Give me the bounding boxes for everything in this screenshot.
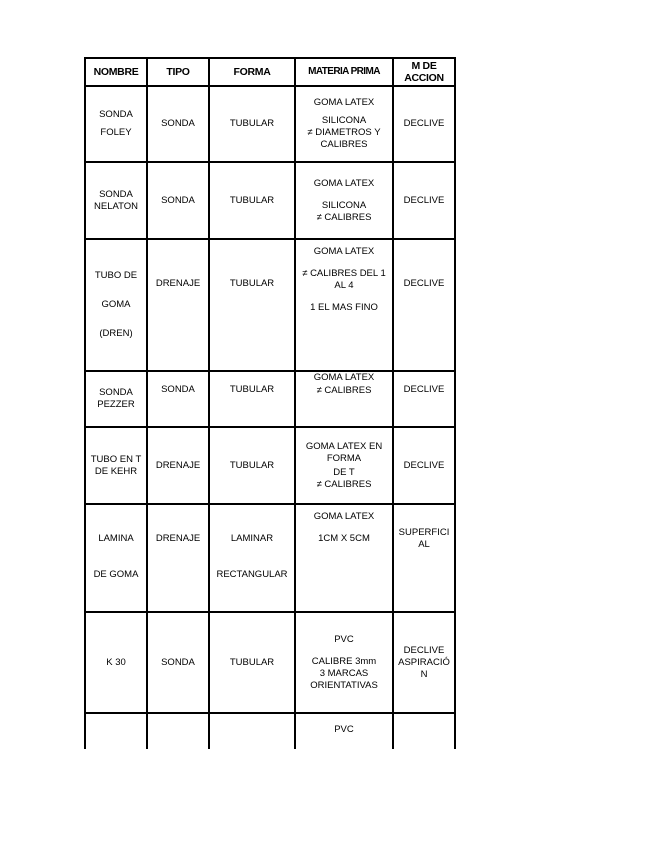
cell-text: TUBULAR xyxy=(229,118,275,129)
cell-text: RECTANGULAR xyxy=(216,569,288,580)
cell-text: CALIBRES xyxy=(320,139,368,150)
cell-nombre xyxy=(85,239,147,371)
cell-text: NELATON xyxy=(94,200,138,212)
cell-materia xyxy=(295,427,393,504)
cell-accion xyxy=(393,86,455,162)
cell-text: SONDA xyxy=(161,656,195,668)
cell-accion xyxy=(393,427,455,504)
cell-nombre xyxy=(85,713,147,749)
cell-accion xyxy=(393,239,455,371)
cell-materia xyxy=(295,713,393,749)
cell-forma xyxy=(209,162,295,239)
cell-text: 1CM X 5CM xyxy=(318,533,370,544)
cell-text: DECLIVE xyxy=(403,118,445,129)
header-tipo: TIPO xyxy=(147,58,209,86)
cell-accion xyxy=(393,371,455,427)
table-row xyxy=(85,504,455,612)
cell-text: DRENAJE xyxy=(155,533,201,544)
cell-materia xyxy=(295,612,393,713)
cell-text: ≠ CALIBRES xyxy=(316,478,372,490)
cell-text: (DREN) xyxy=(99,328,133,339)
cell-text: DE KEHR xyxy=(94,465,138,477)
cell-text: AL xyxy=(418,539,430,550)
cell-accion xyxy=(393,504,455,612)
cell-text: SILICONA xyxy=(321,199,367,211)
cell-tipo xyxy=(147,713,209,749)
cell-accion xyxy=(393,612,455,713)
cell-text: TUBULAR xyxy=(229,656,275,668)
cell-text: ≠ CALIBRES xyxy=(316,211,372,223)
cell-text: DE T xyxy=(333,466,355,478)
cell-text: N xyxy=(420,668,428,680)
cell-text: DECLIVE xyxy=(403,194,445,206)
cell-tipo xyxy=(147,86,209,162)
cell-text: DECLIVE xyxy=(403,278,445,289)
cell-text: TUBO DE xyxy=(94,270,138,281)
cell-text: 3 MARCAS xyxy=(319,667,369,679)
cell-text: TUBULAR xyxy=(229,278,275,289)
cell-forma xyxy=(209,612,295,713)
cell-text: GOMA LATEX xyxy=(313,372,375,383)
table-row xyxy=(85,162,455,239)
cell-text: PEZZER xyxy=(97,399,135,410)
cell-text: SONDA xyxy=(99,387,133,398)
cell-text: TUBULAR xyxy=(229,384,275,395)
cell-text: GOMA LATEX xyxy=(313,97,375,108)
cell-text: DECLIVE xyxy=(403,644,445,656)
cell-text: SONDA xyxy=(161,194,195,206)
cell-nombre xyxy=(85,504,147,612)
table-row xyxy=(85,713,455,749)
cell-forma xyxy=(209,86,295,162)
cell-text: FORMA xyxy=(326,452,362,464)
cell-text: SONDA xyxy=(99,188,133,200)
cell-text: DE GOMA xyxy=(93,569,139,580)
cell-text: SONDA xyxy=(161,384,195,395)
cell-materia xyxy=(295,162,393,239)
cell-materia xyxy=(295,86,393,162)
cell-text: GOMA LATEX xyxy=(313,511,375,522)
header-forma: FORMA xyxy=(209,58,295,86)
cell-nombre xyxy=(85,371,147,427)
header-materia-prima: MATERIA PRIMA xyxy=(295,58,393,86)
cell-nombre xyxy=(85,612,147,713)
table-row xyxy=(85,86,455,162)
cell-tipo xyxy=(147,162,209,239)
cell-accion xyxy=(393,162,455,239)
cell-tipo xyxy=(147,427,209,504)
cell-text: GOMA LATEX xyxy=(313,177,375,189)
cell-text: LAMINAR xyxy=(230,533,274,544)
cell-text: CALIBRE 3mm xyxy=(311,655,377,667)
cell-text: DRENAJE xyxy=(155,278,201,289)
table-row xyxy=(85,239,455,371)
cell-text: LAMINA xyxy=(98,533,134,544)
cell-nombre xyxy=(85,427,147,504)
cell-forma xyxy=(209,427,295,504)
cell-text: ≠ CALIBRES DEL 1 xyxy=(302,268,386,279)
cell-text: SONDA xyxy=(99,109,133,120)
header-m-de-accion: M DE ACCION xyxy=(393,58,455,86)
cell-forma xyxy=(209,713,295,749)
cell-forma xyxy=(209,239,295,371)
cell-materia xyxy=(295,239,393,371)
cell-text: TUBULAR xyxy=(229,459,275,471)
materials-table xyxy=(84,57,456,749)
cell-text: SONDA xyxy=(161,118,195,129)
cell-materia xyxy=(295,371,393,427)
cell-text: ORIENTATIVAS xyxy=(310,679,378,691)
cell-text: ≠ CALIBRES xyxy=(316,385,372,396)
header-nombre: NOMBRE xyxy=(85,58,147,86)
cell-text: FOLEY xyxy=(100,127,132,138)
cell-nombre xyxy=(85,86,147,162)
cell-accion xyxy=(393,713,455,749)
cell-text: DRENAJE xyxy=(155,459,201,471)
cell-tipo xyxy=(147,612,209,713)
cell-forma xyxy=(209,504,295,612)
cell-nombre xyxy=(85,162,147,239)
table-row xyxy=(85,371,455,427)
cell-text: PVC xyxy=(334,633,354,645)
cell-forma xyxy=(209,371,295,427)
cell-text: SILICONA xyxy=(321,115,367,126)
cell-text: GOMA xyxy=(101,299,131,310)
cell-text: AL 4 xyxy=(334,280,354,291)
cell-text: 1 EL MAS FINO xyxy=(310,302,378,313)
cell-text: GOMA LATEX xyxy=(313,246,375,257)
cell-text: TUBO EN T xyxy=(90,453,142,465)
header-row xyxy=(85,58,455,86)
cell-text: ASPIRACIÓ xyxy=(398,656,450,668)
cell-text: TUBULAR xyxy=(229,194,275,206)
cell-text: K 30 xyxy=(106,656,126,668)
cell-text: GOMA LATEX EN xyxy=(305,440,383,452)
cell-text: DECLIVE xyxy=(403,459,445,471)
cell-tipo xyxy=(147,504,209,612)
table-row xyxy=(85,612,455,713)
cell-text: DECLIVE xyxy=(403,384,445,395)
cell-text: SUPERFICI xyxy=(398,527,450,538)
cell-text: PVC xyxy=(334,724,354,735)
table-row xyxy=(85,427,455,504)
cell-text: ≠ DIAMETROS Y xyxy=(307,127,381,138)
cell-tipo xyxy=(147,371,209,427)
cell-tipo xyxy=(147,239,209,371)
cell-materia xyxy=(295,504,393,612)
